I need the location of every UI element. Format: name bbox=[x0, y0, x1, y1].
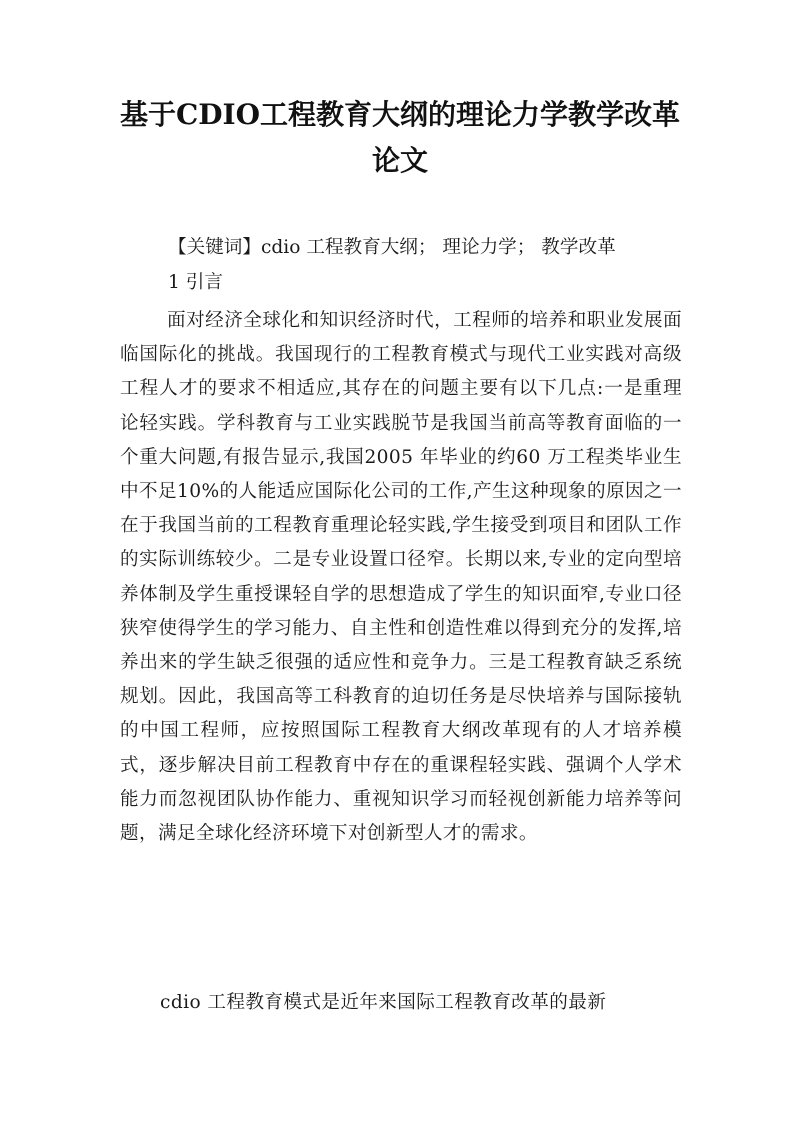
body-paragraph: cdio 工程教育模式是近年来国际工程教育改革的最新 bbox=[160, 992, 607, 1013]
section-heading: 1 引言 bbox=[168, 272, 223, 293]
body-paragraph: 面对经济全球化和知识经济时代，工程师的培养和职业发展面临国际化的挑战。我国现行的工程教育模式与现代工业实践对高级工程人才的要求不相适应,其存在的问题主要有以下几点:一是重理论轻实践。学科教育与工业实践脱节是我国当前高等教育面临的一个重大问题,有报告显示,我国2005 年毕业的约60 万工程类毕业生中不足10%的人能适应国际化公司的工作,产生这种现象的原因之一在于我国当前的工程教育重理论轻实践,学生接受到项目和团队工作的实际训练较少。二是专业设置口径窄。长期以来,专业的定向型培养体制及学生重授课轻自学的思想造成了学生的知识面窄,专业口径狭窄使得学生的学习能力、自主性和创造性难以得到充分的发挥,培养出来的学生缺乏很强的适应性和竞争力。三是工程教育缺乏系统规划。因此，我国高等工科教育的迫切任务是尽快培养与国际接轨的中国工程师，应按照国际工程教育大纲改革现有的人才培养模式，逐步解决目前工程教育中存在的重课程轻实践、强调个人学术能力而忽视团队协作能力、重视知识学习而轻视创新能力培养等问题，满足全球化经济环境下对创新型人才的需求。 bbox=[120, 310, 682, 845]
document-title: 基于CDIO工程教育大纲的理论力学教学改革论文 bbox=[119, 98, 681, 177]
keywords-line: 【关键词】cdio 工程教育大纲； 理论力学； 教学改革 bbox=[168, 237, 616, 258]
